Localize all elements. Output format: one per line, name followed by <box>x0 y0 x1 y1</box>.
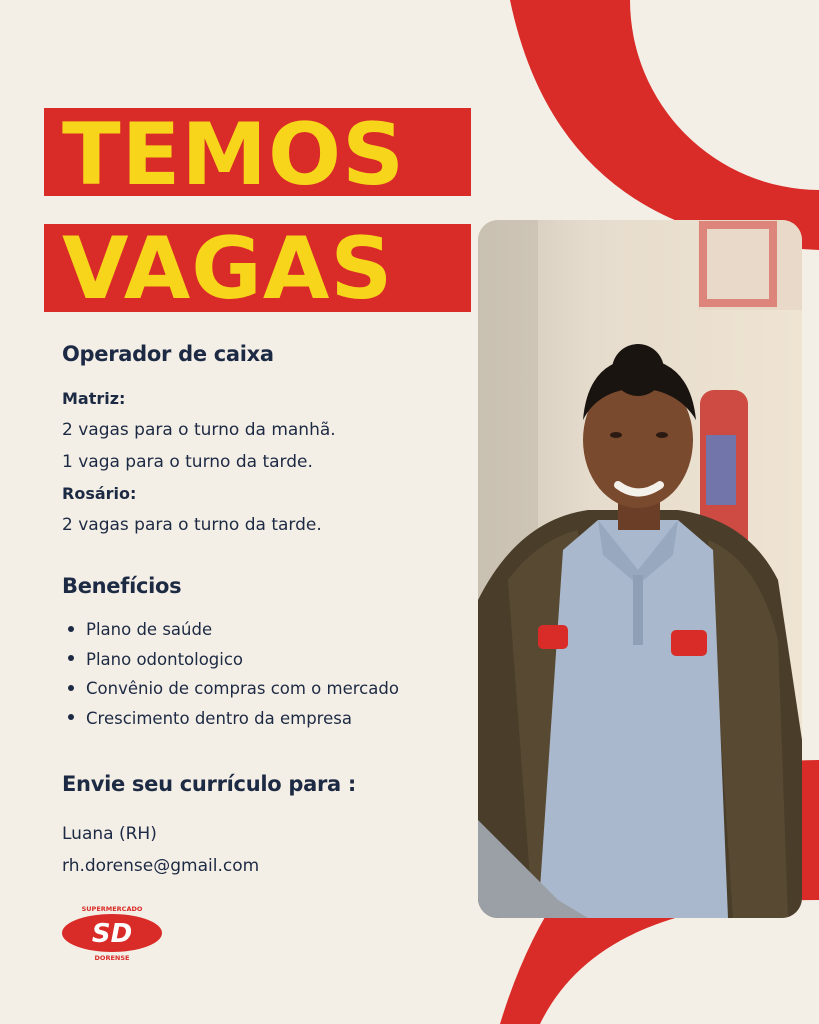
rosario-label: Rosário: <box>62 484 137 503</box>
bullet-icon <box>68 685 74 691</box>
employee-photo <box>478 220 802 918</box>
list-item: Crescimento dentro da empresa <box>68 707 399 737</box>
headline-vagas: VAGAS <box>62 219 394 319</box>
benefits-title: Benefícios <box>62 574 182 598</box>
contact-email[interactable]: rh.dorense@gmail.com <box>62 856 260 876</box>
benefits-list <box>68 618 399 736</box>
employee-illustration <box>478 220 802 918</box>
list-item: Plano odontologico <box>68 648 399 678</box>
headline-temos: TEMOS <box>62 105 406 205</box>
matriz-label: Matriz: <box>62 389 126 408</box>
svg-text:SUPERMERCADO: SUPERMERCADO <box>81 905 143 913</box>
job-title: Operador de caixa <box>62 342 274 366</box>
matriz-line-2: 1 vaga para o turno da tarde. <box>62 452 313 472</box>
bullet-icon <box>68 655 74 661</box>
bullet-icon <box>68 626 74 632</box>
matriz-line-1: 2 vagas para o turno da manhã. <box>62 420 336 440</box>
rosario-line-1: 2 vagas para o turno da tarde. <box>62 515 322 535</box>
supermercado-dorense-logo <box>62 904 166 962</box>
svg-text:SD: SD <box>91 919 133 949</box>
list-item: Convênio de compras com o mercado <box>68 677 399 707</box>
svg-text:DORENSE: DORENSE <box>94 954 130 962</box>
contact-title: Envie seu currículo para : <box>62 772 357 796</box>
bullet-icon <box>68 714 74 720</box>
contact-name: Luana (RH) <box>62 824 157 844</box>
list-item: Plano de saúde <box>68 618 399 648</box>
